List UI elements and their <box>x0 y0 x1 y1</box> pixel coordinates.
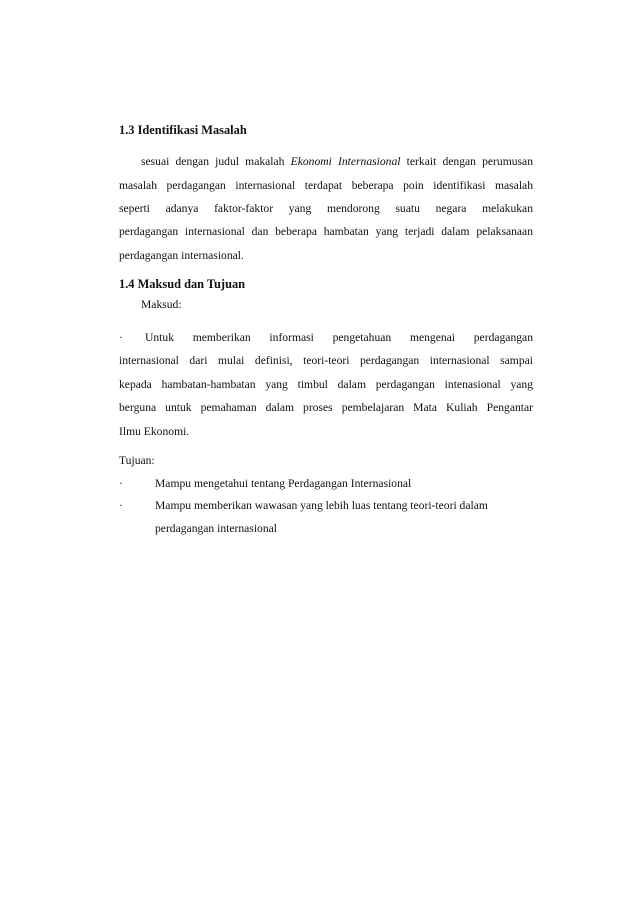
bullet-dot: · <box>119 331 123 344</box>
paragraph-line <box>119 154 533 170</box>
bullet-text-continued: perdagangan internasional <box>155 522 278 535</box>
italic-term: Ekonomi Internasional <box>290 155 401 168</box>
maksud-label: Maksud: <box>141 298 182 311</box>
heading-identifikasi-masalah: 1.3 Identifikasi Masalah <box>119 123 247 137</box>
paragraph-line: seperti adanya faktor-faktor yang mendorong suatu negara melakukan <box>119 202 533 215</box>
text-run: terkait dengan perumusan <box>400 155 533 168</box>
heading-maksud-dan-tujuan: 1.4 Maksud dan Tujuan <box>119 277 246 291</box>
text-run: sesuai dengan judul makalah <box>141 155 291 168</box>
paragraph-line: Ilmu Ekonomi. <box>119 425 190 438</box>
document-page <box>119 0 533 903</box>
paragraph-line: perdagangan internasional. <box>119 249 244 262</box>
bullet-text: Untuk memberikan informasi pengetahuan mengenai perdagangan <box>145 331 533 344</box>
bullet-text: Mampu mengetahui tentang Perdagangan Internasional <box>155 477 412 490</box>
bullet-text: Mampu memberikan wawasan yang lebih luas tentang teori-teori dalam <box>155 499 488 512</box>
paragraph-line: berguna untuk pemahaman dalam proses pembelajaran Mata Kuliah Pengantar <box>119 401 533 414</box>
bullet-dot: · <box>119 499 123 512</box>
paragraph-line: internasional dari mulai definisi, teori-teori perdagangan internasional sampai <box>119 354 533 367</box>
paragraph-line: masalah perdagangan internasional terdapat beberapa poin identifikasi masalah <box>119 179 533 192</box>
bullet-dot: · <box>119 477 123 490</box>
paragraph-line: perdagangan internasional dan beberapa hambatan yang terjadi dalam pelaksanaan <box>119 225 533 238</box>
paragraph-line: kepada hambatan-hambatan yang timbul dalam perdagangan intenasional yang <box>119 378 533 391</box>
tujuan-label: Tujuan: <box>119 454 155 467</box>
